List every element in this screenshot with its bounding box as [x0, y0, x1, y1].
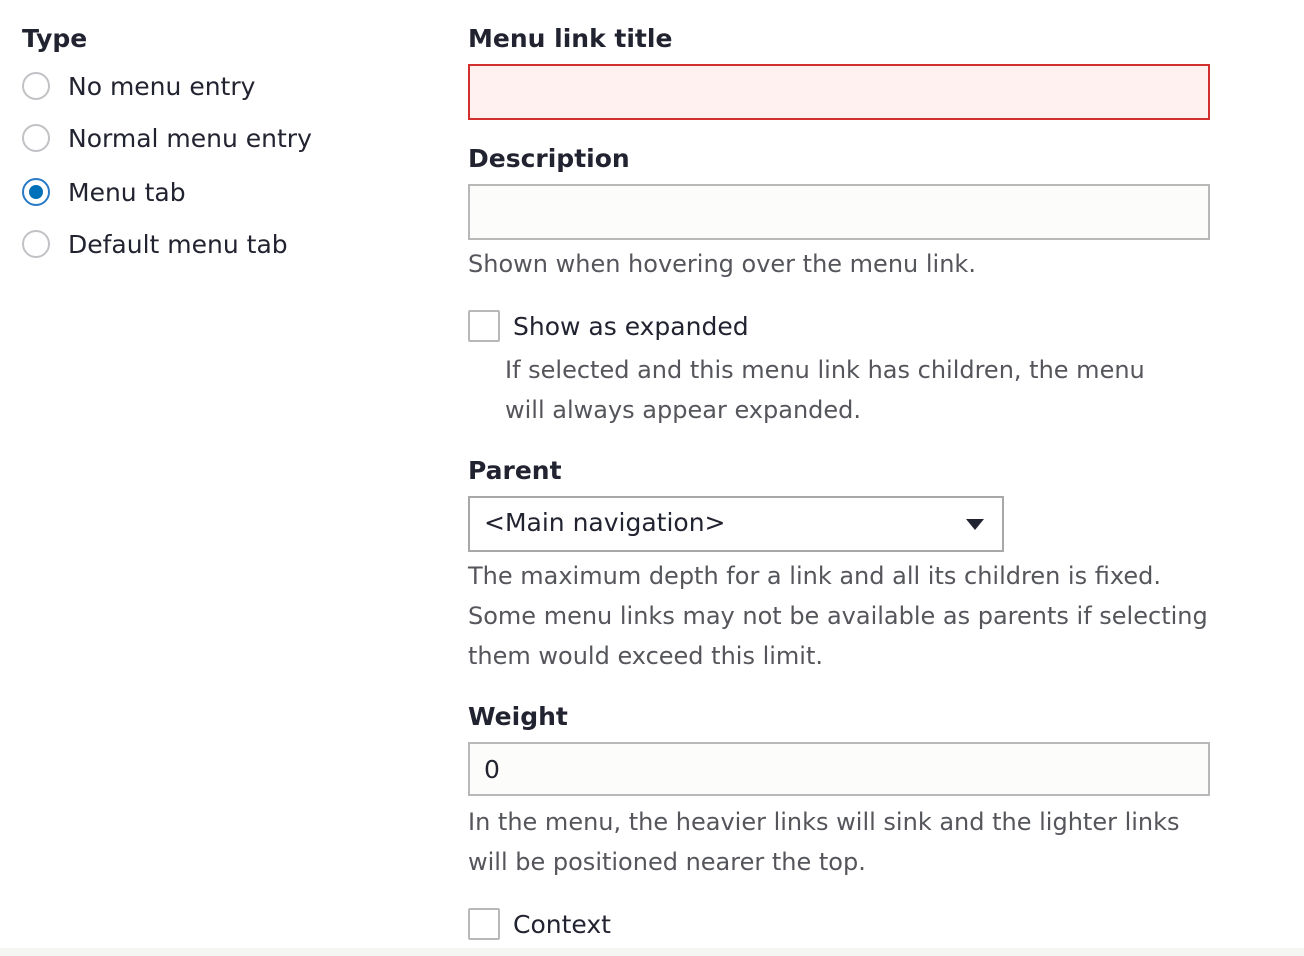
radio-default-menu-tab[interactable] — [22, 230, 50, 258]
radio-label-no-menu-entry[interactable]: No menu entry — [68, 72, 256, 101]
radio-normal-menu-entry[interactable] — [22, 124, 50, 152]
weight-input[interactable] — [468, 742, 1210, 796]
footer-divider — [0, 948, 1304, 956]
menu-link-title-label: Menu link title — [468, 24, 673, 53]
show-as-expanded-checkbox[interactable] — [468, 310, 500, 342]
radio-label-default-menu-tab[interactable]: Default menu tab — [68, 230, 288, 259]
parent-select-value: <Main navigation> — [484, 508, 726, 537]
weight-help: In the menu, the heavier links will sink and the lighter links will be positioned nearer the top. — [468, 808, 1180, 876]
description-input[interactable] — [468, 184, 1210, 240]
parent-select[interactable] — [468, 496, 1004, 552]
radio-no-menu-entry[interactable] — [22, 72, 50, 100]
weight-label: Weight — [468, 702, 568, 731]
menu-link-title-input[interactable] — [468, 64, 1210, 120]
show-as-expanded-label[interactable]: Show as expanded — [513, 312, 749, 341]
radio-label-normal-menu-entry[interactable]: Normal menu entry — [68, 124, 312, 153]
type-group-label: Type — [22, 24, 88, 53]
radio-label-menu-tab[interactable]: Menu tab — [68, 178, 186, 207]
show-as-expanded-help: If selected and this menu link has children, the menu will always appear expanded. — [505, 356, 1145, 424]
radio-menu-tab[interactable] — [22, 178, 50, 206]
description-label: Description — [468, 144, 630, 173]
context-label[interactable]: Context — [513, 910, 611, 939]
chevron-down-icon — [966, 519, 984, 530]
description-help: Shown when hovering over the menu link. — [468, 250, 976, 278]
context-checkbox[interactable] — [468, 908, 500, 940]
parent-label: Parent — [468, 456, 562, 485]
parent-help: The maximum depth for a link and all its children is fixed. Some menu links may not be available as parents if selecting them would exceed this limit. — [468, 562, 1208, 670]
